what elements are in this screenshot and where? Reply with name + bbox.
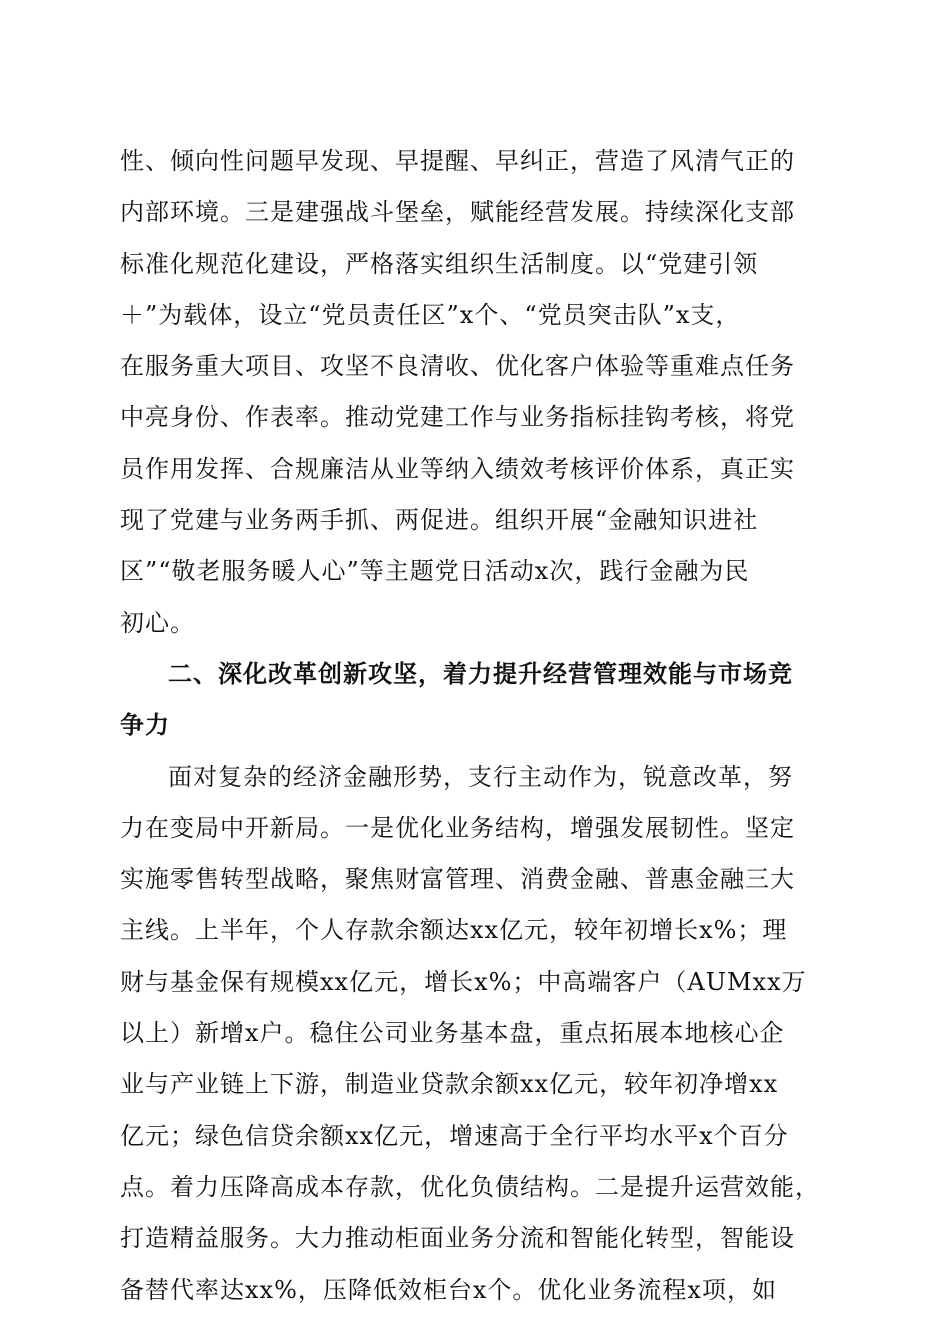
paragraph-party-building bbox=[120, 136, 830, 649]
text-line: 在服务重大项目、攻坚不良清收、优化客户体验等重难点任务 bbox=[120, 352, 795, 381]
text-line: 亿元；绿色信贷余额xx亿元，增速高于全行平均水平x个百分 bbox=[120, 1121, 789, 1150]
text-line: 初心。 bbox=[120, 608, 195, 637]
text-line: 业与产业链上下游，制造业贷款余额xx亿元，较年初净增xx bbox=[120, 1070, 779, 1099]
text-line: 现了党建与业务两手抓、两促进。组织开展“金融知识进社 bbox=[120, 506, 759, 535]
text-line: 中亮身份、作表率。推动党建工作与业务指标挂钩考核，将党 bbox=[120, 403, 795, 432]
paragraph-reform bbox=[120, 752, 830, 1316]
text-line: 打造精益服务。大力推动柜面业务分流和智能化转型，智能设 bbox=[120, 1224, 795, 1253]
text-line: 主线。上半年，个人存款余额达xx亿元，较年初增长x%；理 bbox=[120, 916, 788, 945]
heading-line: 二、深化改革创新攻坚，着力提升经营管理效能与市场竞 bbox=[168, 659, 793, 688]
text-line: 财与基金保有规模xx亿元，增长x%；中高端客户（AUMxx万 bbox=[120, 967, 807, 996]
text-line: 性、倾向性问题早发现、早提醒、早纠正，营造了风清气正的 bbox=[120, 147, 795, 175]
text-line: 以上）新增x户。稳住公司业务基本盘，重点拓展本地核心企 bbox=[120, 1019, 785, 1048]
text-line: 备替代率达xx%，压降低效柜台x个。优化业务流程x项，如 bbox=[120, 1275, 777, 1304]
heading-line: 争力 bbox=[120, 711, 170, 740]
text-line: 员作用发挥、合规廉洁从业等纳入绩效考核评价体系，真正实 bbox=[120, 454, 795, 483]
text-line: 力在变局中开新局。一是优化业务结构，增强发展韧性。坚定 bbox=[120, 813, 795, 842]
text-line: 标准化规范化建设，严格落实组织生活制度。以“党建引领 bbox=[120, 249, 759, 278]
text-line: 区”“敬老服务暖人心”等主题党日活动x次，践行金融为民 bbox=[120, 557, 750, 586]
document-body bbox=[120, 136, 830, 1316]
text-line: 内部环境。三是建强战斗堡垒，赋能经营发展。持续深化支部 bbox=[120, 198, 795, 227]
text-line: 实施零售转型战略，聚焦财富管理、消费金融、普惠金融三大 bbox=[120, 865, 795, 894]
text-line: 点。着力压降高成本存款，优化负债结构。二是提升运营效能， bbox=[120, 1172, 820, 1201]
text-line: ＋”为载体，设立“党员责任区”x个、“党员突击队”x支， bbox=[120, 300, 741, 329]
text-line: 面对复杂的经济金融形势，支行主动作为，锐意改革，努 bbox=[168, 762, 793, 791]
section-heading bbox=[120, 649, 830, 752]
